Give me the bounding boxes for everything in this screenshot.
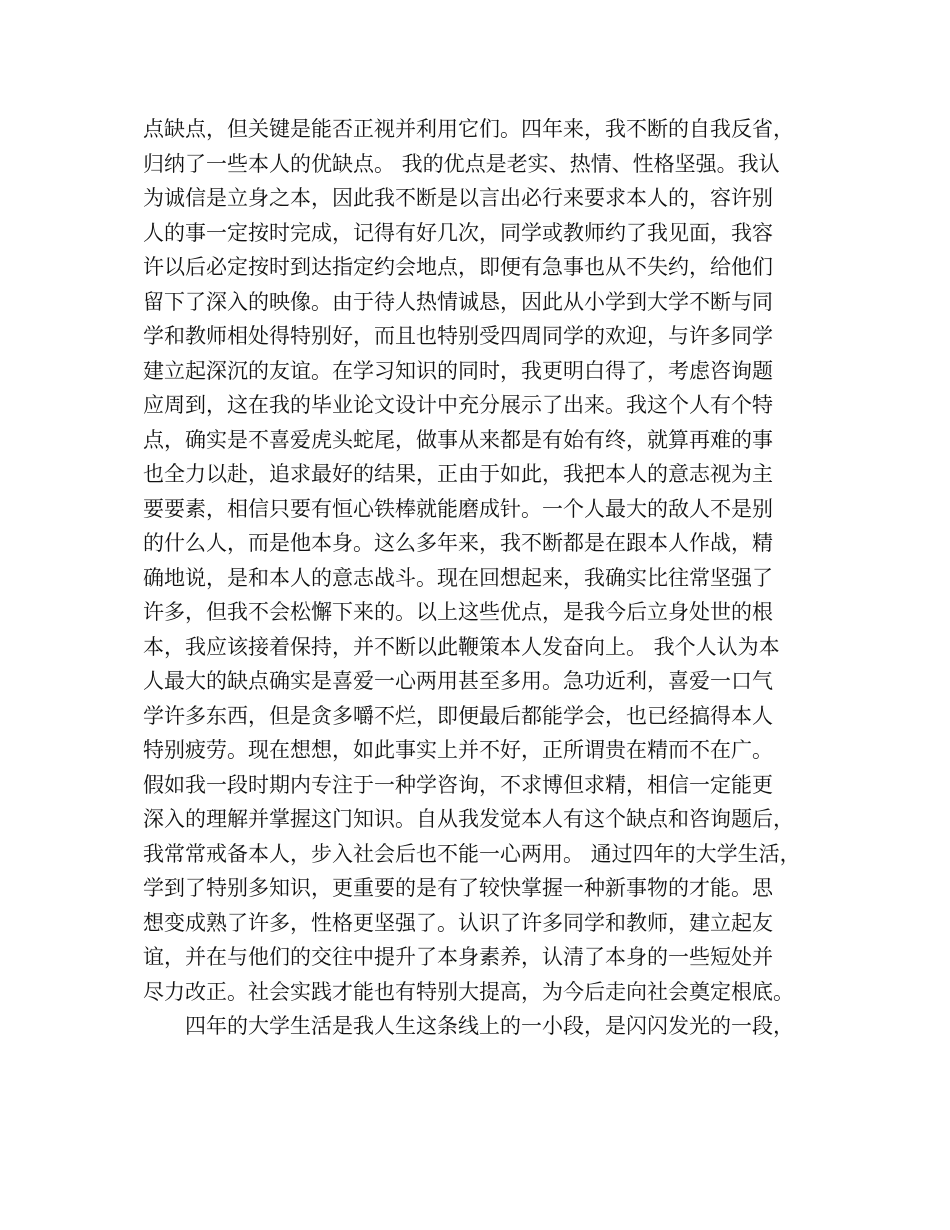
text-line: 人最大的缺点确实是喜爱一心两用甚至多用。急功近利，喜爱一口气 (143, 669, 773, 693)
text-line: 许多，但我不会松懈下来的。以上这些优点，是我今后立身处世的根 (143, 600, 773, 624)
text-line: 本，我应该接着保持，并不断以此鞭策本人发奋向上。 我个人认为本 (143, 634, 780, 659)
text-line: 假如我一段时期内专注于一种学咨询，不求博但求精，相信一定能更 (143, 772, 773, 797)
text-line: 要要素，相信只要有恒心铁棒就能磨成针。一个人最大的敌人不是别 (143, 496, 773, 521)
text-line: 为诚信是立身之本，因此我不断是以言出必行来要求本人的，容许别 (143, 186, 773, 210)
body-text (143, 112, 823, 1044)
text-line: 深入的理解并掌握这门知识。自从我发觉本人有这个缺点和咨询题后， (143, 807, 794, 831)
text-line: 建立起深沉的友谊。在学习知识的同时，我更明白得了，考虑咨询题 (143, 358, 773, 383)
text-line: 想变成熟了许多，性格更坚强了。认识了许多同学和教师，建立起友 (143, 910, 773, 935)
paragraph-first-line: 四年的大学生活是我人生这条线上的一小段，是闪闪发光的一段， (185, 1014, 794, 1038)
text-line: 学到了特别多知识，更重要的是有了较快掌握一种新事物的才能。思 (143, 876, 773, 900)
text-line: 点，确实是不喜爱虎头蛇尾，做事从来都是有始有终，就算再难的事 (143, 427, 773, 452)
text-line: 谊，并在与他们的交往中提升了本身素养，认清了本身的一些短处并 (143, 945, 773, 969)
text-line: 也全力以赴，追求最好的结果，正由于如此，我把本人的意志视为主 (143, 462, 773, 486)
text-line: 我常常戒备本人，步入社会后也不能一心两用。 通过四年的大学生活， (143, 841, 801, 866)
text-line: 确地说，是和本人的意志战斗。现在回想起来，我确实比往常坚强了 (143, 565, 773, 590)
text-line: 学许多东西，但是贪多嚼不烂，即便最后都能学会，也已经搞得本人 (143, 703, 773, 728)
text-line: 许以后必定按时到达指定约会地点，即便有急事也从不失约，给他们 (143, 255, 773, 279)
text-line: 的什么人，而是他本身。这么多年来，我不断都是在跟本人作战，精 (143, 531, 773, 555)
text-line: 特别疲劳。现在想想，如此事实上并不好，正所谓贵在精而不在广。 (143, 738, 773, 762)
text-line: 应周到，这在我的毕业论文设计中充分展示了出来。我这个人有个特 (143, 393, 773, 417)
text-line: 留下了深入的映像。由于待人热情诚恳，因此从小学到大学不断与同 (143, 289, 773, 314)
text-line: 学和教师相处得特别好，而且也特别受四周同学的欢迎，与许多同学 (143, 324, 773, 348)
text-line: 尽力改正。社会实践才能也有特别大提高，为今后走向社会奠定根底。 (143, 979, 794, 1004)
text-line: 人的事一定按时完成，记得有好几次，同学或教师约了我见面，我容 (143, 220, 773, 245)
text-line: 点缺点，但关键是能否正视并利用它们。四年来，我不断的自我反省， (143, 117, 794, 141)
text-line: 归纳了一些本人的优缺点。 我的优点是老实、热情、性格坚强。我认 (143, 151, 780, 176)
